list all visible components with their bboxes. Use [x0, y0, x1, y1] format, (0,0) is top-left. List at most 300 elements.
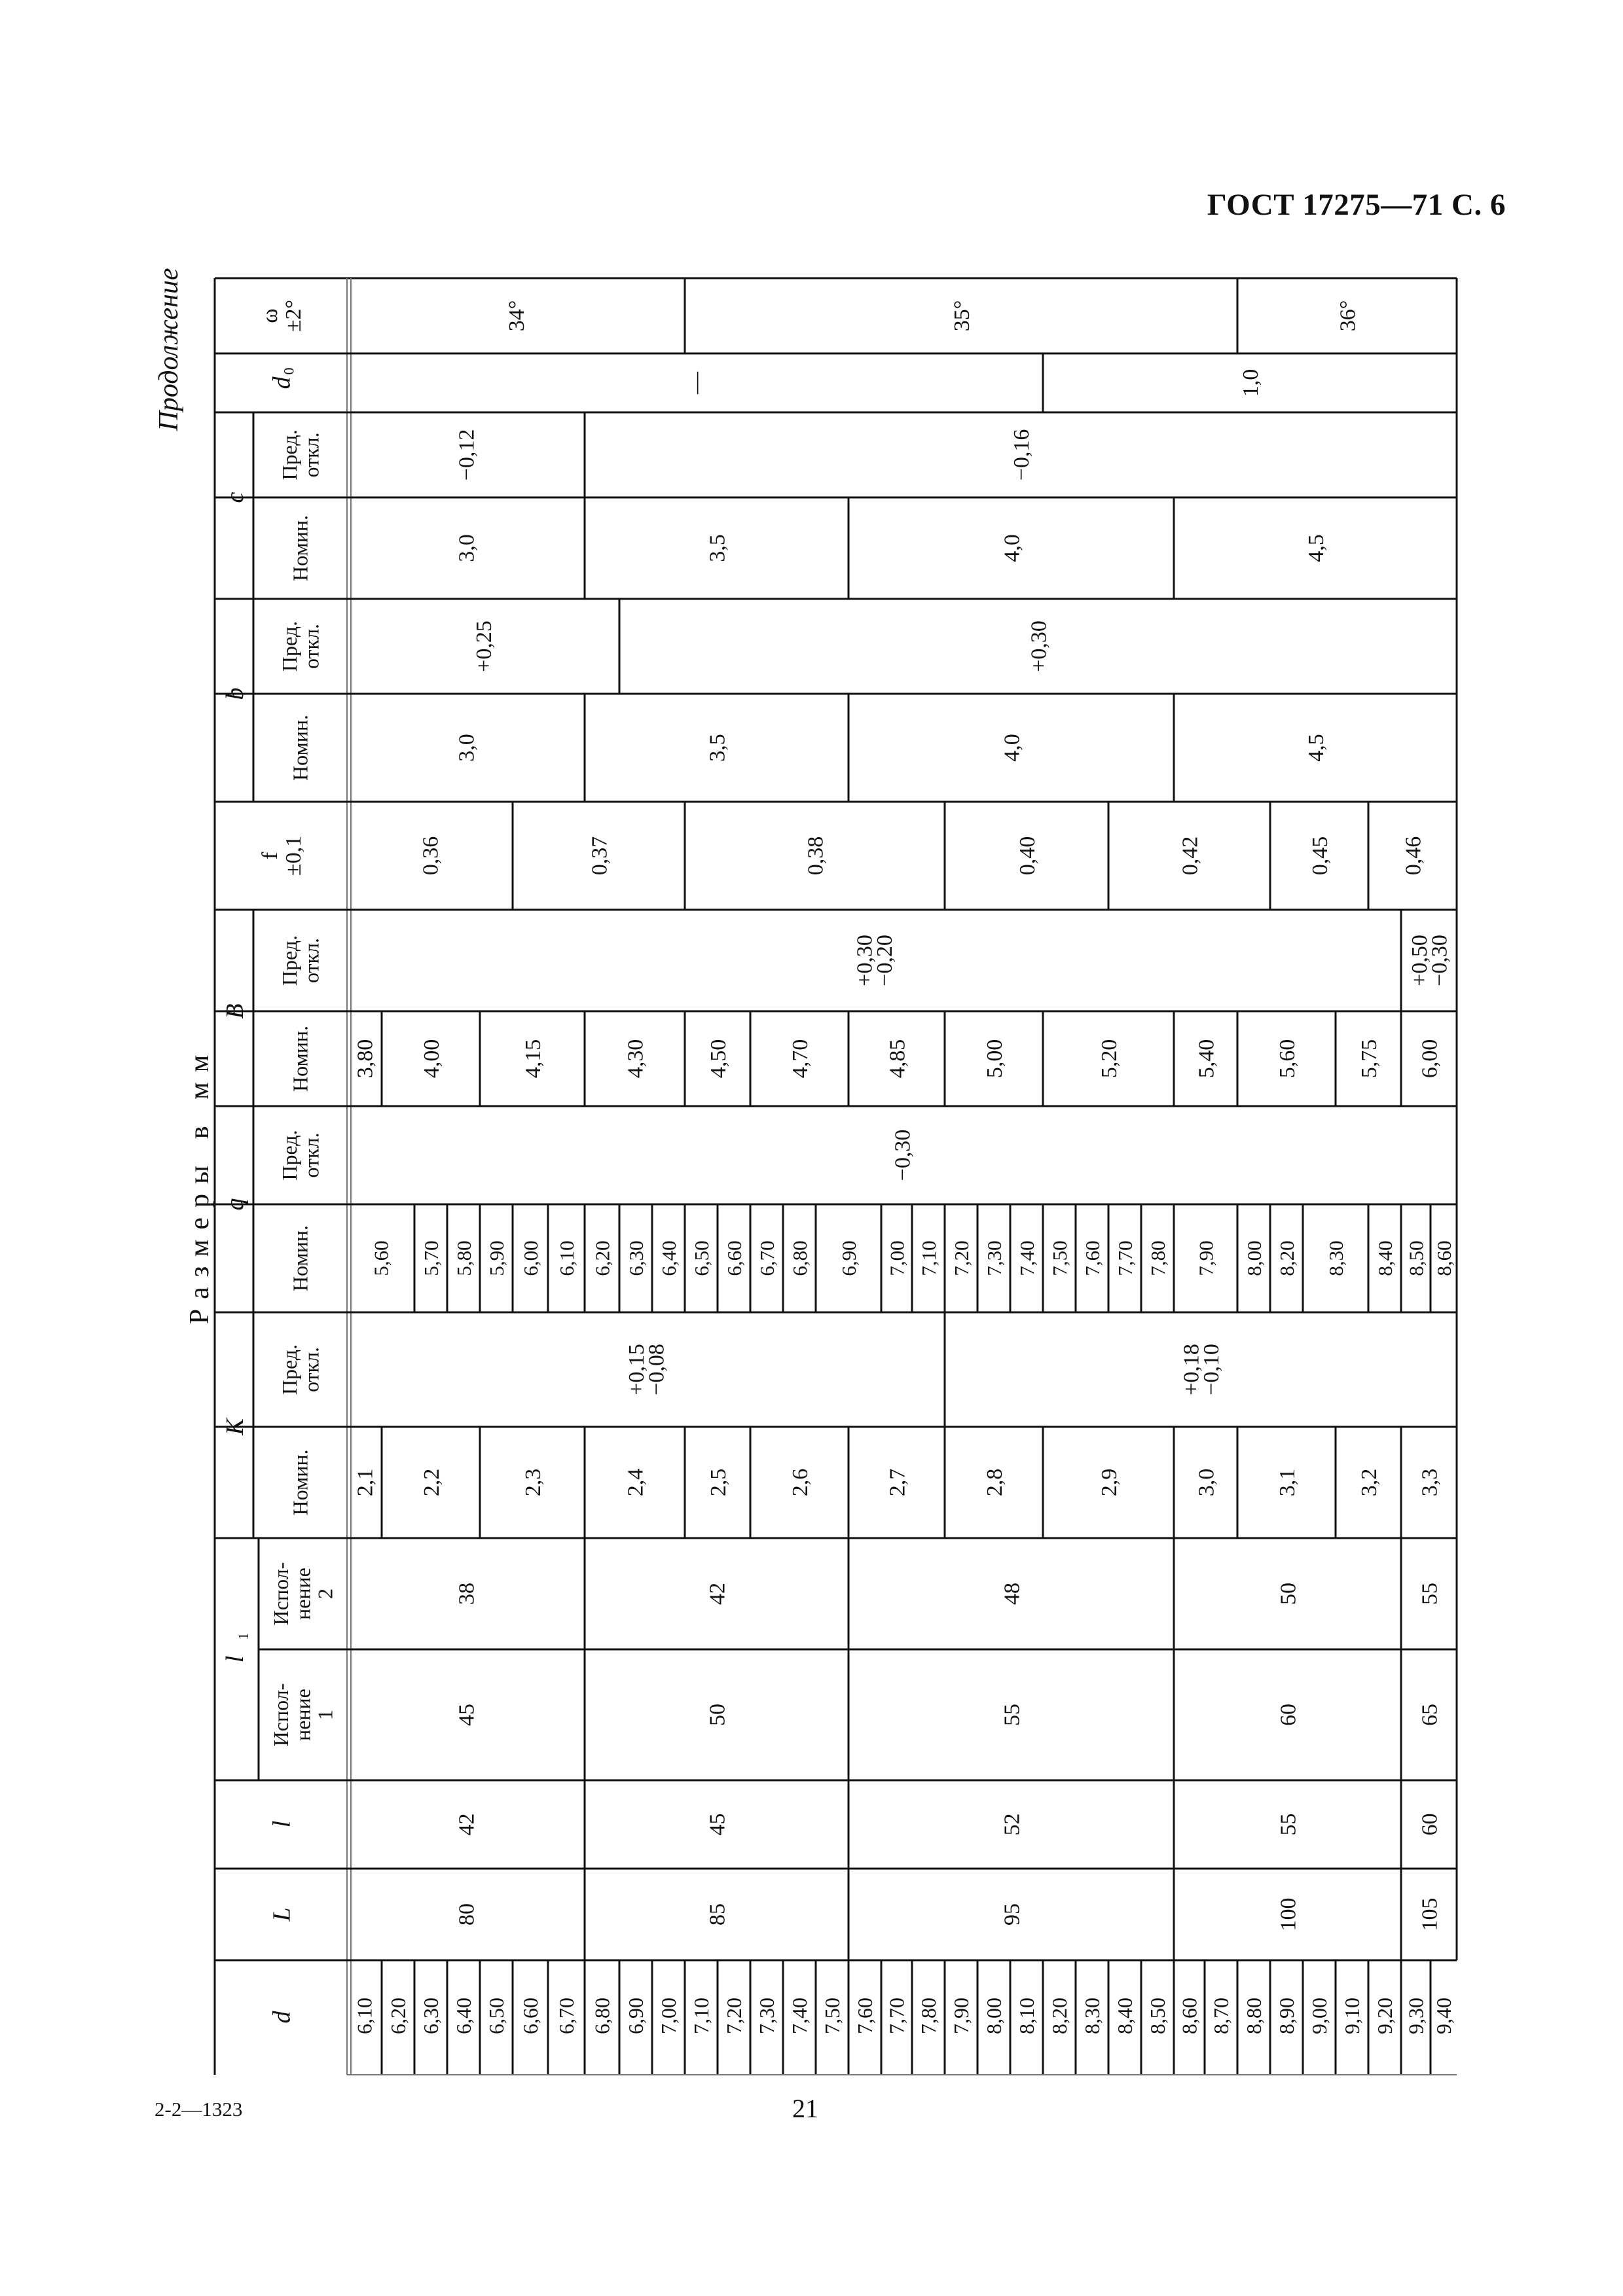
l1-exec1-value: [705, 1704, 729, 1726]
d-value: [1209, 1998, 1233, 2034]
header-d0: [268, 376, 295, 389]
svg-text:3,0: 3,0: [454, 734, 479, 762]
l-value: [1000, 1814, 1024, 1836]
d-value: [1080, 1998, 1104, 2034]
q-nominal-value: [1275, 1240, 1298, 1276]
header-b-nominal: [289, 715, 312, 781]
q-nominal-value: [788, 1240, 811, 1276]
d-value: [788, 1998, 811, 2034]
K-nominal-value: [1275, 1469, 1300, 1497]
svg-text:6,10: 6,10: [555, 1240, 578, 1276]
units-label: Размеры в мм: [185, 1045, 215, 1325]
svg-text:6,50: 6,50: [484, 1998, 509, 2034]
q-nominal-value: [485, 1240, 508, 1276]
svg-text:2,4: 2,4: [623, 1468, 648, 1497]
svg-text:4,5: 4,5: [1304, 734, 1328, 762]
svg-text:3,5: 3,5: [705, 534, 730, 562]
svg-text:f: f: [258, 852, 283, 860]
B-nominal-value: [706, 1039, 731, 1079]
svg-text:9,30: 9,30: [1404, 1998, 1428, 2034]
svg-text:2,2: 2,2: [419, 1468, 444, 1497]
svg-text:Номин.: Номин.: [288, 715, 312, 781]
svg-text:6,60: 6,60: [722, 1240, 746, 1276]
svg-text:8,00: 8,00: [982, 1998, 1006, 2034]
svg-text:8,10: 8,10: [1015, 1998, 1039, 2034]
header-q: [221, 1198, 249, 1211]
svg-text:7,40: 7,40: [788, 1998, 812, 2034]
svg-text:Номин.: Номин.: [288, 1449, 312, 1516]
page-number: 21: [792, 2094, 818, 2123]
svg-text:60: 60: [1276, 1704, 1301, 1726]
svg-text:3,0: 3,0: [1194, 1468, 1219, 1497]
svg-text:6,40: 6,40: [452, 1998, 476, 2034]
svg-text:7,10: 7,10: [689, 1998, 714, 2034]
f-value: [1178, 836, 1202, 876]
svg-text:l: l: [221, 1655, 249, 1663]
svg-text:±0,1: ±0,1: [281, 835, 306, 876]
svg-text:42: 42: [705, 1583, 730, 1605]
l-value: [1417, 1814, 1442, 1836]
d-value: [484, 1998, 508, 2034]
svg-text:7,70: 7,70: [1113, 1240, 1137, 1276]
q-nominal-value: [1114, 1240, 1137, 1276]
svg-text:6,20: 6,20: [386, 1998, 410, 2034]
svg-text:2,5: 2,5: [706, 1468, 731, 1497]
svg-text:7,30: 7,30: [982, 1240, 1006, 1276]
svg-text:42: 42: [454, 1813, 479, 1836]
svg-text:8,60: 8,60: [1177, 1998, 1201, 2034]
d-value: [917, 1998, 940, 2034]
q-nominal-value: [1194, 1240, 1217, 1276]
d-value: [555, 1998, 578, 2034]
b-tolerance-value: [472, 620, 496, 672]
f-value: [587, 836, 611, 876]
c-tolerance-value: [1010, 429, 1034, 481]
svg-text:50: 50: [1276, 1583, 1301, 1605]
continuation-label: Продолжение: [154, 268, 184, 431]
svg-text:2,8: 2,8: [982, 1468, 1007, 1497]
b-nominal-value: [1304, 734, 1328, 762]
b-nominal-value: [705, 734, 729, 762]
b-nominal-value: [454, 734, 479, 762]
l1-exec1-value: [1000, 1704, 1024, 1726]
q-nominal-value: [1015, 1240, 1038, 1276]
svg-text:8,50: 8,50: [1146, 1998, 1170, 2034]
d-value: [820, 1998, 844, 2034]
l1-exec2-value: [454, 1583, 479, 1605]
d-value: [689, 1998, 713, 2034]
l1-exec2-value: [1276, 1583, 1300, 1605]
svg-text:откл.: откл.: [299, 1346, 323, 1393]
svg-text:7,80: 7,80: [917, 1998, 941, 2034]
header-f: [258, 836, 306, 876]
header-l1: [221, 1656, 249, 1663]
K-nominal-value: [1417, 1469, 1442, 1497]
d-value: [1178, 1998, 1201, 2034]
svg-text:6,40: 6,40: [657, 1240, 680, 1276]
svg-text:8,70: 8,70: [1209, 1998, 1233, 2034]
B-nominal-value: [623, 1039, 647, 1079]
d-value: [1015, 1998, 1038, 2034]
d-value: [722, 1998, 746, 2034]
svg-text:K: K: [221, 1418, 249, 1435]
svg-text:8,20: 8,20: [1048, 1998, 1072, 2034]
f-value: [1015, 836, 1040, 876]
svg-text:8,30: 8,30: [1080, 1998, 1104, 2034]
svg-text:4,15: 4,15: [520, 1039, 545, 1079]
svg-text:3,80: 3,80: [353, 1039, 378, 1079]
B-nominal-value: [1417, 1039, 1442, 1079]
svg-text:+0,30: +0,30: [852, 935, 877, 986]
svg-text:6,70: 6,70: [555, 1998, 579, 2034]
svg-text:65: 65: [1417, 1704, 1442, 1726]
f-value: [1401, 836, 1425, 876]
svg-text:откл.: откл.: [299, 432, 323, 478]
q-nominal-value: [420, 1240, 443, 1276]
svg-text:4,00: 4,00: [419, 1039, 444, 1079]
svg-text:7,50: 7,50: [820, 1998, 845, 2034]
svg-text:4,30: 4,30: [623, 1039, 648, 1079]
svg-text:7,60: 7,60: [1080, 1240, 1104, 1276]
omega-value: [1336, 300, 1360, 332]
svg-text:−0,20: −0,20: [873, 935, 898, 986]
header-K-nominal: [289, 1450, 312, 1516]
header-B-nominal: [289, 1026, 312, 1092]
svg-text:8,50: 8,50: [1404, 1240, 1428, 1276]
svg-text:Номин.: Номин.: [288, 1225, 312, 1291]
svg-text:1: 1: [235, 1632, 252, 1640]
svg-text:5,40: 5,40: [1194, 1039, 1219, 1079]
svg-text:2,9: 2,9: [1097, 1468, 1122, 1497]
d-value: [452, 1998, 475, 2034]
K-nominal-value: [1194, 1469, 1218, 1497]
svg-text:Испол-: Испол-: [269, 1683, 293, 1747]
d-value: [982, 1998, 1006, 2034]
q-nominal-value: [950, 1240, 973, 1276]
svg-text:Пред.: Пред.: [277, 620, 301, 672]
svg-text:откл.: откл.: [299, 937, 323, 984]
header-d: [268, 2011, 295, 2024]
svg-text:7,80: 7,80: [1146, 1240, 1169, 1276]
svg-text:L: L: [268, 1907, 296, 1922]
d-value: [591, 1998, 614, 2034]
svg-text:6,50: 6,50: [689, 1240, 713, 1276]
svg-text:7,70: 7,70: [884, 1998, 909, 2034]
d-value: [1048, 1998, 1071, 2034]
q-nominal-value: [983, 1240, 1006, 1276]
header-l1-subscript: [235, 1633, 251, 1640]
d-value: [624, 1998, 647, 2034]
B-nominal-value: [420, 1039, 444, 1079]
L-value: [705, 1903, 729, 1926]
svg-text:55: 55: [1417, 1583, 1442, 1605]
svg-text:45: 45: [454, 1704, 479, 1726]
K-nominal-value: [420, 1469, 444, 1497]
q-nominal-value: [837, 1240, 860, 1276]
omega-value: [505, 300, 529, 332]
b-nominal-value: [1000, 734, 1024, 762]
svg-text:8,00: 8,00: [1242, 1240, 1266, 1276]
svg-text:9,10: 9,10: [1340, 1998, 1364, 2034]
l1-exec2-value: [1000, 1583, 1024, 1605]
q-nominal-value: [452, 1240, 475, 1276]
f-value: [418, 836, 443, 876]
svg-text:нение: нение: [291, 1689, 315, 1741]
svg-text:откл.: откл.: [299, 1132, 323, 1178]
svg-text:3,3: 3,3: [1417, 1468, 1442, 1497]
svg-text:4,70: 4,70: [788, 1039, 812, 1079]
header-c-tolerance: [278, 429, 323, 480]
header-q-nominal: [289, 1225, 312, 1291]
B-nominal-value: [1275, 1039, 1300, 1079]
b-tolerance-value: [1027, 620, 1051, 672]
svg-text:100: 100: [1276, 1897, 1301, 1931]
svg-text:7,30: 7,30: [755, 1998, 779, 2034]
q-nominal-value: [1243, 1240, 1266, 1276]
svg-text:95: 95: [1000, 1903, 1025, 1926]
header-c-nominal: [289, 515, 312, 581]
svg-text:36°: 36°: [1336, 300, 1360, 332]
svg-text:35°: 35°: [949, 300, 974, 332]
q-nominal-value: [1048, 1240, 1071, 1276]
B-nominal-value: [521, 1039, 545, 1079]
svg-text:0,37: 0,37: [587, 836, 612, 876]
svg-text:45: 45: [705, 1813, 730, 1836]
K-nominal-value: [706, 1469, 731, 1497]
K-nominal-value: [1357, 1469, 1381, 1497]
svg-text:l: l: [268, 1820, 296, 1828]
svg-text:5,60: 5,60: [1275, 1039, 1300, 1079]
svg-text:8,90: 8,90: [1275, 1998, 1299, 2034]
svg-text:—: —: [684, 372, 708, 394]
svg-text:8,40: 8,40: [1113, 1998, 1137, 2034]
B-tolerance-value: [1408, 935, 1452, 986]
header-B: [221, 1003, 249, 1018]
svg-text:9,20: 9,20: [1373, 1998, 1397, 2034]
svg-text:0,40: 0,40: [1015, 836, 1040, 876]
B-nominal-value: [1194, 1039, 1218, 1079]
B-nominal-value: [353, 1039, 377, 1079]
svg-text:ω: ω: [258, 308, 283, 323]
svg-text:6,80: 6,80: [788, 1240, 811, 1276]
svg-text:5,00: 5,00: [982, 1039, 1007, 1079]
header-c: [221, 492, 249, 503]
svg-text:2,1: 2,1: [353, 1468, 378, 1497]
q-nominal-value: [555, 1240, 578, 1276]
d-value: [1340, 1998, 1364, 2034]
f-value: [803, 836, 828, 876]
svg-text:48: 48: [1000, 1583, 1025, 1605]
q-nominal-value: [723, 1240, 746, 1276]
svg-text:7,50: 7,50: [1048, 1240, 1071, 1276]
svg-text:3,0: 3,0: [454, 534, 479, 562]
B-nominal-value: [983, 1039, 1007, 1079]
svg-text:85: 85: [705, 1903, 730, 1926]
svg-text:5,60: 5,60: [369, 1240, 393, 1276]
q-nominal-value: [657, 1240, 680, 1276]
d-value: [1373, 1998, 1396, 2034]
svg-text:b: b: [221, 687, 249, 700]
svg-text:55: 55: [1276, 1813, 1301, 1836]
d-value: [353, 1998, 376, 2034]
header-l: [268, 1821, 295, 1828]
svg-text:6,70: 6,70: [755, 1240, 778, 1276]
header-L: [268, 1907, 295, 1922]
B-tolerance-value: [853, 935, 898, 986]
L-value: [454, 1903, 479, 1926]
svg-text:+0,30: +0,30: [1027, 620, 1051, 672]
d-value: [1146, 1998, 1169, 2034]
d-value: [1404, 1998, 1428, 2034]
q-nominal-value: [690, 1240, 713, 1276]
svg-text:0,36: 0,36: [418, 836, 443, 876]
svg-text:нение: нение: [291, 1568, 315, 1620]
l1-exec2-value: [1417, 1583, 1442, 1605]
q-nominal-value: [1324, 1240, 1347, 1276]
f-value: [1308, 836, 1332, 876]
svg-text:9,00: 9,00: [1307, 1998, 1332, 2034]
q-nominal-value: [625, 1240, 647, 1276]
svg-text:6,90: 6,90: [624, 1998, 648, 2034]
header-omega: [258, 300, 306, 332]
B-nominal-value: [885, 1039, 909, 1079]
svg-text:−0,08: −0,08: [644, 1344, 669, 1395]
c-nominal-value: [454, 534, 479, 562]
q-nominal-value: [1146, 1240, 1169, 1276]
svg-text:60: 60: [1417, 1813, 1442, 1836]
svg-text:7,40: 7,40: [1015, 1240, 1038, 1276]
l-value: [1276, 1814, 1300, 1836]
l1-exec2-value: [705, 1583, 729, 1605]
svg-text:2,3: 2,3: [520, 1468, 545, 1497]
c-nominal-value: [1000, 534, 1024, 562]
B-nominal-value: [1097, 1039, 1122, 1079]
q-nominal-value: [369, 1240, 392, 1276]
svg-text:50: 50: [705, 1704, 730, 1726]
K-tolerance-value: [1180, 1344, 1224, 1395]
svg-text:3,1: 3,1: [1275, 1468, 1300, 1497]
svg-text:Пред.: Пред.: [277, 429, 301, 480]
svg-text:2,6: 2,6: [788, 1468, 812, 1497]
svg-text:±2°: ±2°: [281, 299, 306, 332]
K-nominal-value: [521, 1469, 545, 1497]
svg-text:80: 80: [454, 1903, 479, 1926]
header-l1-exec2: [269, 1562, 337, 1626]
d-value: [853, 1998, 877, 2034]
L-value: [1000, 1903, 1024, 1926]
svg-text:8,20: 8,20: [1275, 1240, 1298, 1276]
svg-text:3,2: 3,2: [1357, 1468, 1381, 1497]
svg-text:5,90: 5,90: [484, 1240, 508, 1276]
q-nominal-value: [885, 1240, 908, 1276]
svg-text:52: 52: [1000, 1813, 1025, 1836]
d-value: [1242, 1998, 1266, 2034]
svg-text:Номин.: Номин.: [288, 515, 312, 581]
svg-text:7,20: 7,20: [949, 1240, 973, 1276]
d-value: [657, 1998, 680, 2034]
header-q-tolerance: [278, 1130, 323, 1180]
svg-text:Пред.: Пред.: [277, 935, 301, 986]
header-l1-exec1: [269, 1683, 337, 1747]
K-nominal-value: [1097, 1469, 1122, 1497]
svg-text:0,45: 0,45: [1307, 836, 1332, 876]
l-value: [705, 1814, 729, 1836]
l1-exec1-value: [454, 1704, 479, 1726]
d-value: [1432, 1998, 1455, 2034]
d-value: [1113, 1998, 1137, 2034]
svg-text:105: 105: [1417, 1897, 1442, 1931]
svg-text:+0,18: +0,18: [1179, 1344, 1204, 1395]
svg-text:B: B: [221, 1003, 249, 1019]
q-nominal-value: [917, 1240, 940, 1276]
svg-text:0,38: 0,38: [803, 836, 828, 876]
page-header: ГОСТ 17275—71 С. 6: [1207, 188, 1506, 222]
L-value: [1276, 1898, 1300, 1931]
svg-text:5,80: 5,80: [452, 1240, 475, 1276]
svg-text:d: d: [268, 376, 296, 389]
svg-text:0,46: 0,46: [1401, 836, 1426, 876]
header-K-tolerance: [278, 1344, 323, 1395]
L-value: [1417, 1898, 1442, 1931]
svg-text:Пред.: Пред.: [277, 1344, 301, 1395]
c-nominal-value: [1304, 534, 1328, 562]
d-value: [519, 1998, 542, 2034]
svg-text:9,40: 9,40: [1432, 1998, 1456, 2034]
svg-text:7,90: 7,90: [949, 1998, 974, 2034]
K-nominal-value: [623, 1469, 647, 1497]
svg-text:7,00: 7,00: [885, 1240, 909, 1276]
K-nominal-value: [983, 1469, 1007, 1497]
svg-text:7,20: 7,20: [722, 1998, 746, 2034]
K-tolerance-value: [625, 1344, 669, 1395]
d-value: [949, 1998, 973, 2034]
B-nominal-value: [1357, 1039, 1381, 1079]
svg-text:c: c: [221, 492, 249, 503]
svg-text:6,10: 6,10: [352, 1998, 376, 2034]
omega-value: [950, 300, 974, 332]
d0-value: [684, 371, 708, 395]
svg-text:Испол-: Испол-: [269, 1562, 293, 1626]
svg-text:6,00: 6,00: [1417, 1039, 1442, 1079]
footer-code: 2-2—1323: [155, 2098, 243, 2121]
svg-text:5,70: 5,70: [419, 1240, 443, 1276]
svg-text:Номин.: Номин.: [288, 1026, 312, 1092]
svg-text:7,90: 7,90: [1194, 1240, 1218, 1276]
svg-text:8,80: 8,80: [1242, 1998, 1266, 2034]
d-value: [419, 1998, 443, 2034]
svg-text:1,0: 1,0: [1238, 368, 1263, 397]
svg-text:7,00: 7,00: [657, 1998, 681, 2034]
q-nominal-value: [1432, 1240, 1455, 1276]
q-nominal-value: [756, 1240, 778, 1276]
d0-value: [1239, 369, 1263, 397]
d-value: [755, 1998, 778, 2034]
svg-text:1: 1: [313, 1710, 337, 1720]
svg-text:6,80: 6,80: [590, 1998, 614, 2034]
B-nominal-value: [788, 1039, 812, 1079]
svg-text:4,50: 4,50: [706, 1039, 731, 1079]
l1-exec1-value: [1417, 1704, 1442, 1726]
K-nominal-value: [788, 1469, 812, 1497]
svg-text:−0,10: −0,10: [1199, 1344, 1224, 1395]
svg-text:−0,30: −0,30: [890, 1129, 915, 1181]
svg-text:6,30: 6,30: [419, 1998, 443, 2034]
q-nominal-value: [1404, 1240, 1427, 1276]
svg-text:−0,12: −0,12: [454, 429, 479, 481]
q-nominal-value: [1374, 1240, 1396, 1276]
svg-text:0,42: 0,42: [1178, 836, 1203, 876]
header-b-tolerance: [278, 621, 323, 672]
